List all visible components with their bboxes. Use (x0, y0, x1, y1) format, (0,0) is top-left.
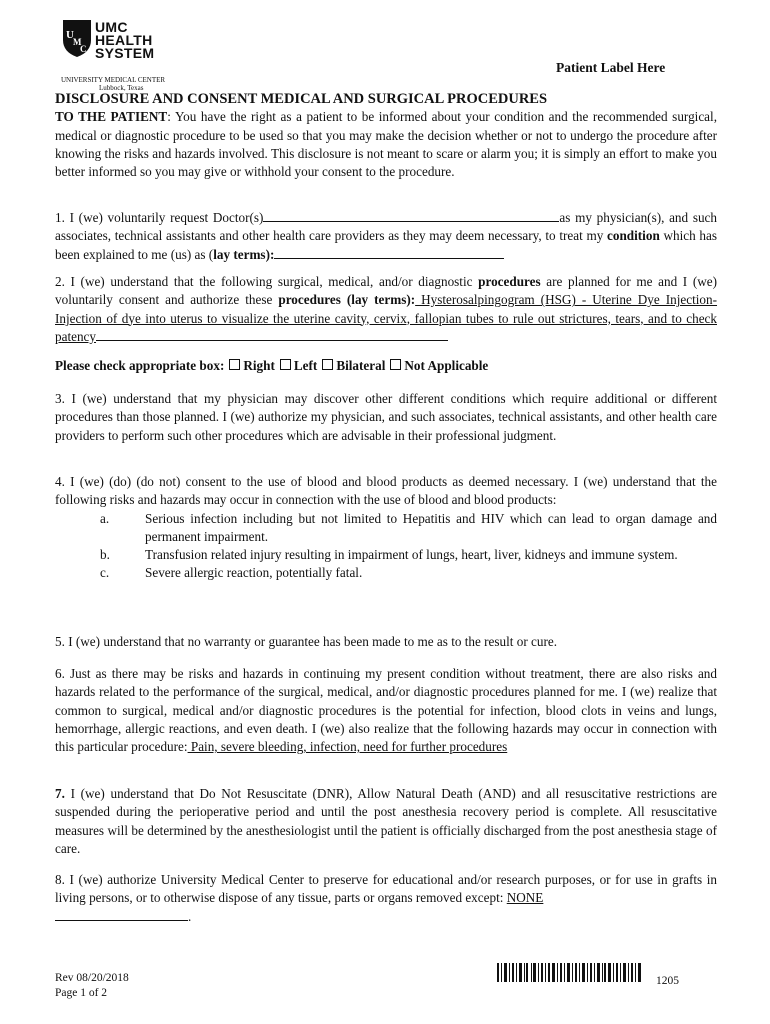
risk-label-b: b. (100, 547, 110, 563)
item-1 (55, 209, 717, 264)
item7-text: I (we) understand that Do Not Resuscitate (DNR), Allow Natural Death (AND) and all resuscitative restrictions are suspended during the perioperative period and until the post anesthesia recovery period is complete. All resuscitative measures will be determined by the anesthesiologist until the patient is officially discharged from the post anesthesia stage of care. (55, 786, 717, 856)
checkbox-left[interactable] (280, 359, 291, 370)
item-7 (55, 785, 717, 858)
condition-word: condition (607, 228, 660, 244)
tissue-exception-line[interactable] (55, 908, 188, 921)
footer-revision (55, 971, 129, 1001)
patient-label-placeholder: Patient Label Here (556, 60, 666, 75)
procedures-word-2: procedures (278, 292, 341, 308)
document-title: DISCLOSURE AND CONSENT MEDICAL AND SURGICAL PROCEDURES (55, 91, 548, 107)
item2-text-a: 2. I (we) understand that the following surgical, medical, and/or diagnostic (55, 274, 479, 289)
hazards-field[interactable]: Pain, severe bleeding, infection, need for further procedures (187, 739, 508, 755)
umc-shield-icon (61, 18, 93, 58)
laterality-checkbox-row (55, 357, 717, 375)
umc-logo (61, 18, 171, 92)
risk-text-b: Transfusion related injury resulting in impairment of lungs, heart, liver, kidneys and immune system. (145, 547, 678, 563)
checkbox-row-label: Please check appropriate box: (55, 358, 225, 373)
logo-line-system: SYSTEM (95, 45, 155, 61)
item-5: 5. I (we) understand that no warranty or guarantee has been made to me as to the result or cure. (55, 634, 558, 649)
item8-text: 8. I (we) authorize University Medical Center to preserve for educational and/or research purposes, or for use in grafts in living persons, or to otherwise dispose of any tissue, parts or organs removed except: (55, 872, 717, 906)
risk-label-a: a. (100, 510, 110, 526)
item4-text: 4. I (we) (do) (do not) consent to the use of blood and blood products as deemed necessary. I (we) understand that the following risks and hazards may occur in connection with the use of blood and blood products: (55, 474, 717, 508)
risk-text-c: Severe allergic reaction, potentially fatal. (145, 565, 363, 581)
item1-text-b: as my physician(s), and such associates, technical assistants and other health care providers as they may deem necessary, to treat my (55, 210, 717, 244)
logo-line-umc: UMC (95, 19, 128, 35)
svg-text:M: M (73, 37, 82, 47)
condition-field[interactable] (274, 246, 504, 259)
item-6 (55, 665, 717, 756)
item1-text-c: which has been explained to me (us) as ( (55, 228, 717, 262)
logo-sub-name: UNIVERSITY MEDICAL CENTER (61, 76, 166, 84)
checkbox-bilateral[interactable] (322, 359, 333, 370)
doctor-name-field[interactable] (263, 209, 559, 222)
item2-lay-terms: (lay terms): (346, 292, 416, 308)
revision-date: Rev 08/20/2018 (55, 972, 129, 984)
option-left-label: Left (293, 358, 318, 373)
intro-text: : You have the right as a patient to be informed about your condition and the recommended surgical, medical or diagnostic procedure to be used so that you may make the decision whether or not to undergo the procedure after knowing the risks and hazards involved. This disclosure is not meant to scare or alarm you; it is simply an effort to make you better informed so you may give or withhold your consent to the procedure. (55, 109, 717, 180)
item-3: 3. I (we) understand that my physician may discover other different conditions which require additional or different procedures than those planned. I (we) authorize my physician, and such associates, technical assistants, and other health care providers to perform such other procedures which are advisable in their professional judgment. (55, 391, 717, 443)
checkbox-right[interactable] (229, 359, 240, 370)
logo-location: Lubbock, Texas (99, 84, 144, 92)
item-8 (55, 871, 717, 926)
procedure-field-tail[interactable] (96, 328, 448, 341)
barcode-icon (497, 963, 643, 982)
intro-lead: TO THE PATIENT (55, 109, 168, 125)
option-bilateral-label: Bilateral (336, 358, 386, 373)
procedure-description-field[interactable]: Hysterosalpingogram (HSG) - Uterine Dye Injection-Injection of dye into uterus to visualize the uterine cavity, cervix, fallopian tubes to rule out strictures, tears, and to check patency (55, 292, 718, 344)
intro-paragraph (55, 108, 717, 181)
item1-text-a: 1. I (we) voluntarily request Doctor(s) (55, 210, 264, 225)
risk-list-item (55, 510, 717, 547)
item2-text-b: are planned for me and I (we) voluntarily consent and authorize these (55, 274, 717, 308)
item-4 (55, 473, 717, 583)
option-right-label: Right (243, 358, 275, 373)
risk-text-a: Serious infection including but not limited to Hepatitis and HIV which can lead to organ damage and permanent impairment. (145, 510, 717, 544)
page-number: Page 1 of 2 (55, 987, 108, 999)
risk-label-c: c. (100, 565, 110, 581)
risk-list-item (55, 546, 717, 564)
item1-lay-terms: lay terms): (213, 246, 275, 262)
logo-wordmark (95, 21, 154, 60)
intro-section (55, 90, 717, 181)
option-not-applicable-label: Not Applicable (404, 358, 489, 373)
checkbox-not-applicable[interactable] (390, 359, 401, 370)
item7-number: 7. (55, 786, 65, 801)
risk-list-item (55, 564, 717, 582)
item6-text: 6. Just as there may be risks and hazards in continuing my present condition without treatment, there are also risks and hazards related to the performance of the surgical, medical, and/or diagnostic procedures planned for me. I (we) realize that common to surgical, medical and/or diagnostic procedures is the potential for infection, blood clots in veins and lungs, hemorrhage, allergic reactions, and even death. I (we) also realize that the following hazards may occur in connection with this particular procedure: (55, 666, 717, 755)
item-2 (55, 273, 717, 346)
form-number: 1205 (656, 975, 679, 987)
tissue-exception-field[interactable]: NONE (506, 890, 544, 906)
procedures-word: procedures (478, 274, 541, 289)
logo-line-health: HEALTH (95, 32, 153, 48)
item8-tail: . (188, 908, 192, 924)
svg-text:U: U (66, 29, 74, 41)
svg-text:C: C (80, 44, 87, 54)
